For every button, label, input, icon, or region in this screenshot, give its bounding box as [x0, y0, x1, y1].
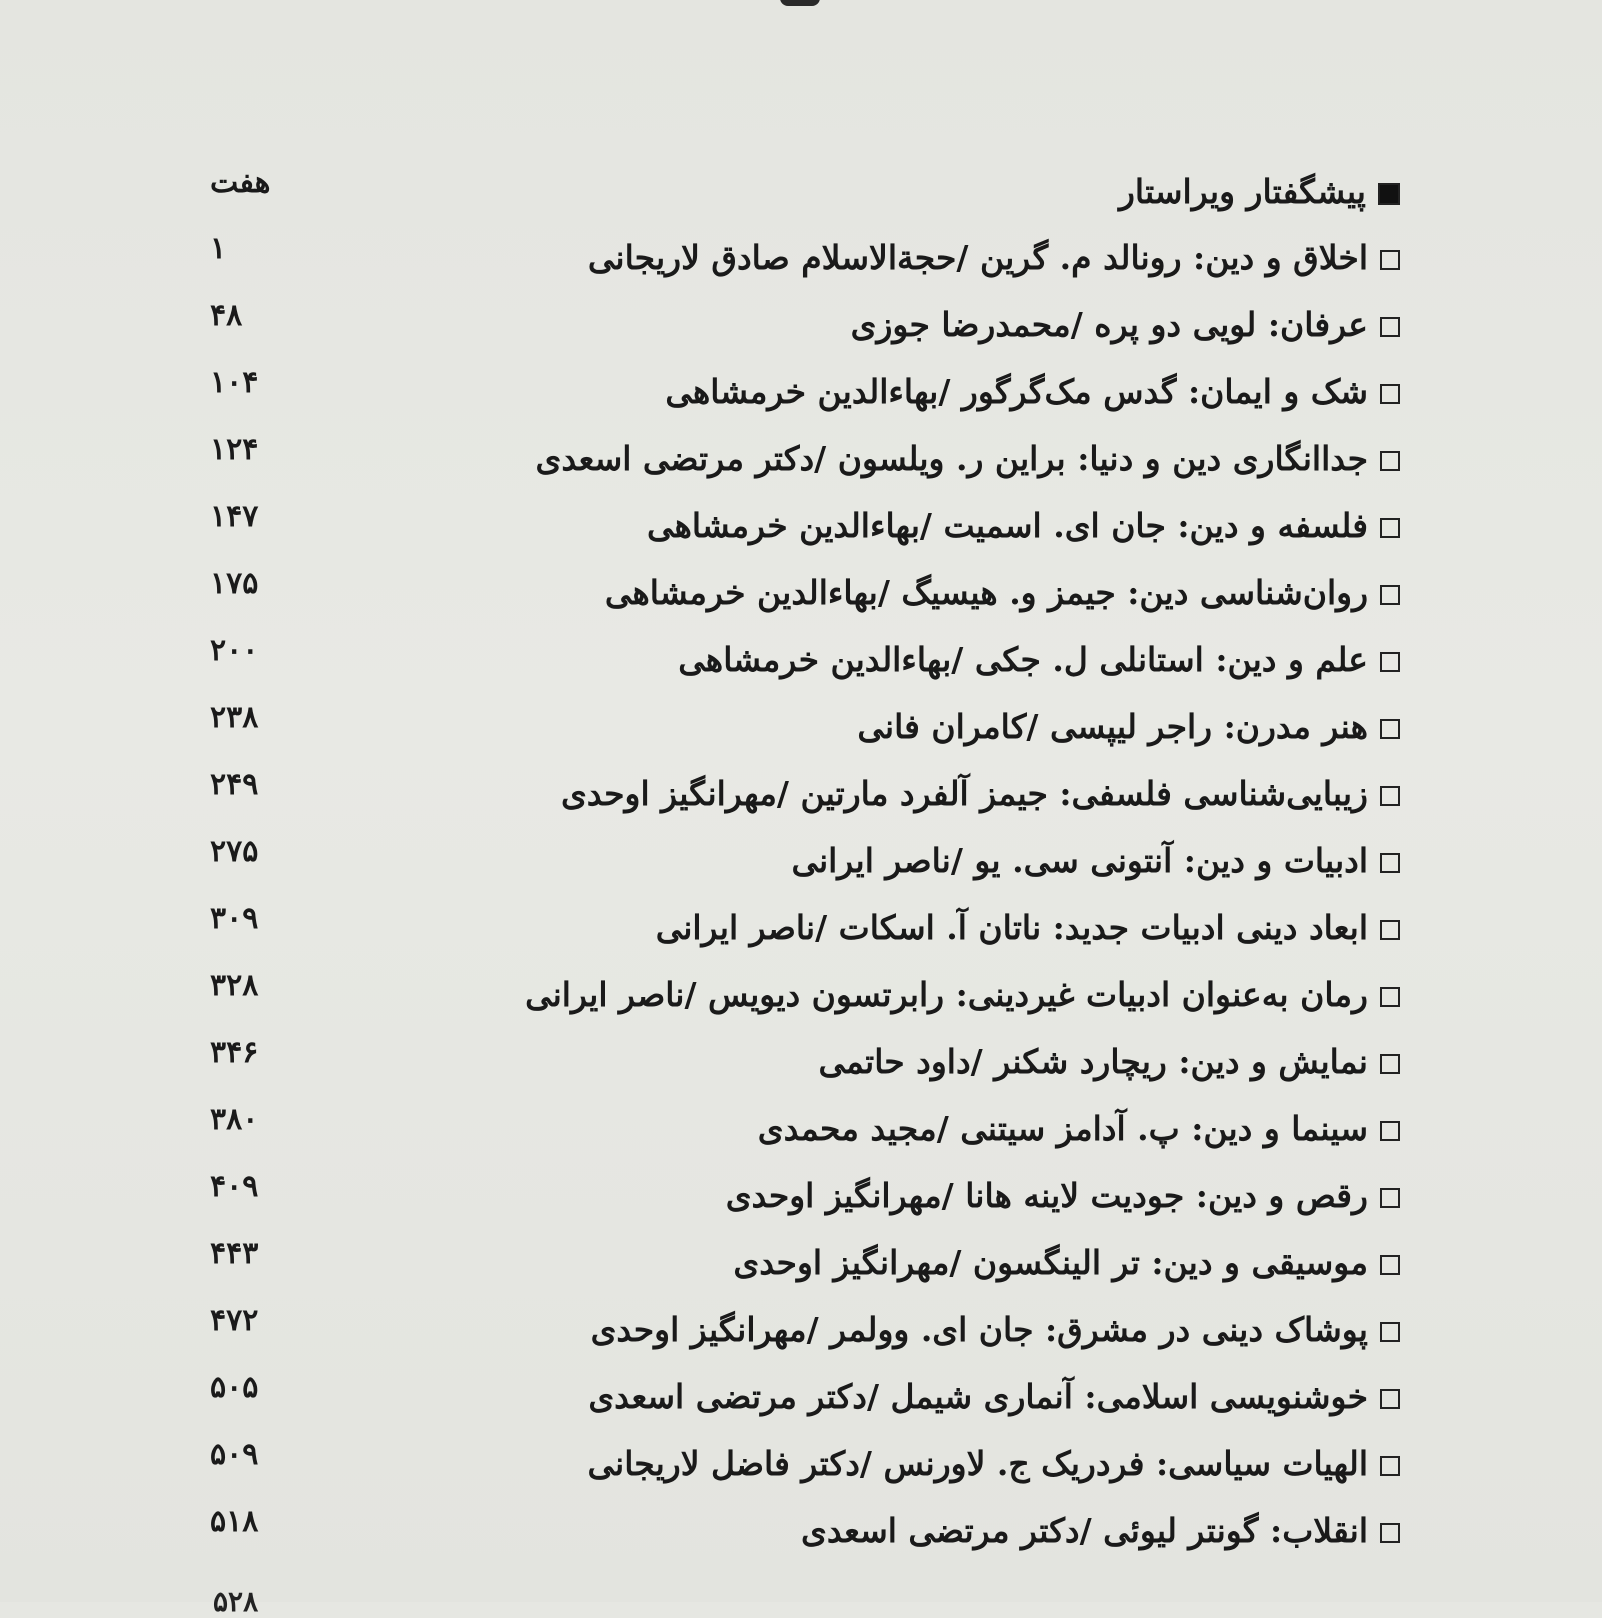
toc-entry-page: ۳۴۶ [210, 1035, 259, 1070]
empty-square-icon [1380, 719, 1400, 739]
toc-entry [180, 163, 1400, 219]
toc-entry-page: ۱۲۴ [210, 432, 259, 467]
toc-entry [180, 564, 1400, 620]
toc-entry-page: ۱۷۵ [210, 566, 259, 601]
empty-square-icon [1380, 384, 1400, 404]
toc-entry-page: ۵۰۵ [210, 1370, 259, 1405]
toc-entry-title: ادبیات و دین: آنتونی سی. یو /ناصر ایرانی [791, 840, 1368, 880]
toc-entry [180, 832, 1400, 888]
toc-entry [180, 1234, 1400, 1290]
empty-square-icon [1380, 1322, 1400, 1342]
empty-square-icon [1380, 1523, 1400, 1543]
toc-entry [180, 1435, 1400, 1491]
toc-entry-page: ۱۰۴ [210, 365, 259, 400]
toc-entry-page: ۳۰۹ [210, 901, 259, 936]
cut-off-page-number: ۵۲۸ [213, 1585, 259, 1618]
toc-entry [180, 765, 1400, 821]
empty-square-icon [1380, 786, 1400, 806]
empty-square-icon [1380, 451, 1400, 471]
toc-entry [180, 1502, 1400, 1558]
toc-entry-page: ۲۷۵ [210, 834, 259, 869]
filled-square-icon [1378, 183, 1400, 205]
toc-entry-title: جداانگاری دین و دنیا: براین ر. ویلسون /دکتر مرتضی اسعدی [535, 438, 1368, 478]
empty-square-icon [1380, 920, 1400, 940]
toc-entry [180, 1100, 1400, 1156]
toc-entry [180, 363, 1400, 419]
toc-entry-page: ۱۴۷ [210, 499, 259, 534]
empty-square-icon [1380, 1456, 1400, 1476]
toc-entry-title: الهیات سیاسی: فردریک ج. لاورنس /دکتر فاضل لاریجانی [587, 1443, 1368, 1483]
empty-square-icon [1380, 1188, 1400, 1208]
toc-entry-title: شک و ایمان: گدس مک‌گرگور /بهاءالدین خرمشاهی [665, 371, 1368, 411]
toc-entry [180, 430, 1400, 486]
toc-entry-title: پیشگفتار ویراستار [1118, 171, 1366, 211]
toc-entry-page: ۲۳۸ [210, 700, 259, 735]
toc-entry [180, 1167, 1400, 1223]
toc-entry [180, 229, 1400, 285]
toc-entry-page: هفت [210, 165, 271, 200]
toc-entry-page: ۴۷۲ [210, 1303, 259, 1338]
toc-entry-title: رقص و دین: جودیت لاینه هانا /مهرانگیز اوحدی [725, 1175, 1368, 1215]
toc-entry [180, 698, 1400, 754]
empty-square-icon [1380, 585, 1400, 605]
toc-entry [180, 966, 1400, 1022]
toc-entry-page: ۴۸ [210, 298, 243, 333]
toc-entry-page: ۴۰۹ [210, 1169, 259, 1204]
toc-entry-title: موسیقی و دین: تر الینگسون /مهرانگیز اوحدی [733, 1242, 1368, 1282]
toc-entry-title: انقلاب: گونتر لیوئی /دکتر مرتضی اسعدی [801, 1510, 1368, 1550]
toc-entry-title: رمان به‌عنوان ادبیات غیردینی: رابرتسون دیویس /ناصر ایرانی [525, 974, 1368, 1014]
toc-entry-page: ۲۴۹ [210, 767, 259, 802]
empty-square-icon [1380, 987, 1400, 1007]
toc-entry-page: ۱ [210, 231, 227, 266]
toc-entry-title: سینما و دین: پ. آدامز سیتنی /مجید محمدی [757, 1108, 1368, 1148]
toc-entry-title: ابعاد دینی ادبیات جدید: ناتان آ. اسکات /ناصر ایرانی [655, 907, 1368, 947]
toc-entry [180, 1033, 1400, 1089]
toc-entry-title: نمایش و دین: ریچارد شکنر /داود حاتمی [818, 1041, 1368, 1081]
toc-entry [180, 1368, 1400, 1424]
toc-entry-title: پوشاک دینی در مشرق: جان ای. وولمر /مهرانگیز اوحدی [590, 1309, 1368, 1349]
toc-entry-title: خوشنویسی اسلامی: آنماری شیمل /دکتر مرتضی اسعدی [588, 1376, 1368, 1416]
empty-square-icon [1380, 1389, 1400, 1409]
toc-entry-title: علم و دین: استانلی ل. جکی /بهاءالدین خرمشاهی [678, 639, 1368, 679]
toc-entry [180, 631, 1400, 687]
toc-entry-page: ۵۱۸ [210, 1504, 259, 1539]
empty-square-icon [1380, 652, 1400, 672]
toc-entry-title: هنر مدرن: راجر لیپسی /کامران فانی [857, 706, 1368, 746]
toc-entry-page: ۴۴۳ [210, 1236, 259, 1271]
toc-entry-page: ۳۲۸ [210, 968, 259, 1003]
toc-entry [180, 1301, 1400, 1357]
empty-square-icon [1380, 1121, 1400, 1141]
empty-square-icon [1380, 1255, 1400, 1275]
toc-entry-title: اخلاق و دین: رونالد م. گرین /حجة‌الاسلام صادق لاریجانی [587, 237, 1368, 277]
empty-square-icon [1380, 1054, 1400, 1074]
toc-entry [180, 899, 1400, 955]
empty-square-icon [1380, 853, 1400, 873]
toc-entry-title: زیبایی‌شناسی فلسفی: جیمز آلفرد مارتین /مهرانگیز اوحدی [560, 773, 1368, 813]
empty-square-icon [1380, 317, 1400, 337]
toc-entry-page: ۵۰۹ [210, 1437, 259, 1472]
empty-square-icon [1380, 518, 1400, 538]
toc-entry [180, 497, 1400, 553]
toc-entry-title: روان‌شناسی دین: جیمز و. هیسیگ /بهاءالدین خرمشاهی [604, 572, 1368, 612]
empty-square-icon [1380, 250, 1400, 270]
toc-entry [180, 296, 1400, 352]
toc-entry-page: ۲۰۰ [210, 633, 259, 668]
toc-entry-title: فلسفه و دین: جان ای. اسمیت /بهاءالدین خرمشاهی [646, 505, 1368, 545]
toc-entry-page: ۳۸۰ [210, 1102, 259, 1137]
toc-entry-title: عرفان: لویی دو پره /محمدرضا جوزی [850, 304, 1368, 344]
